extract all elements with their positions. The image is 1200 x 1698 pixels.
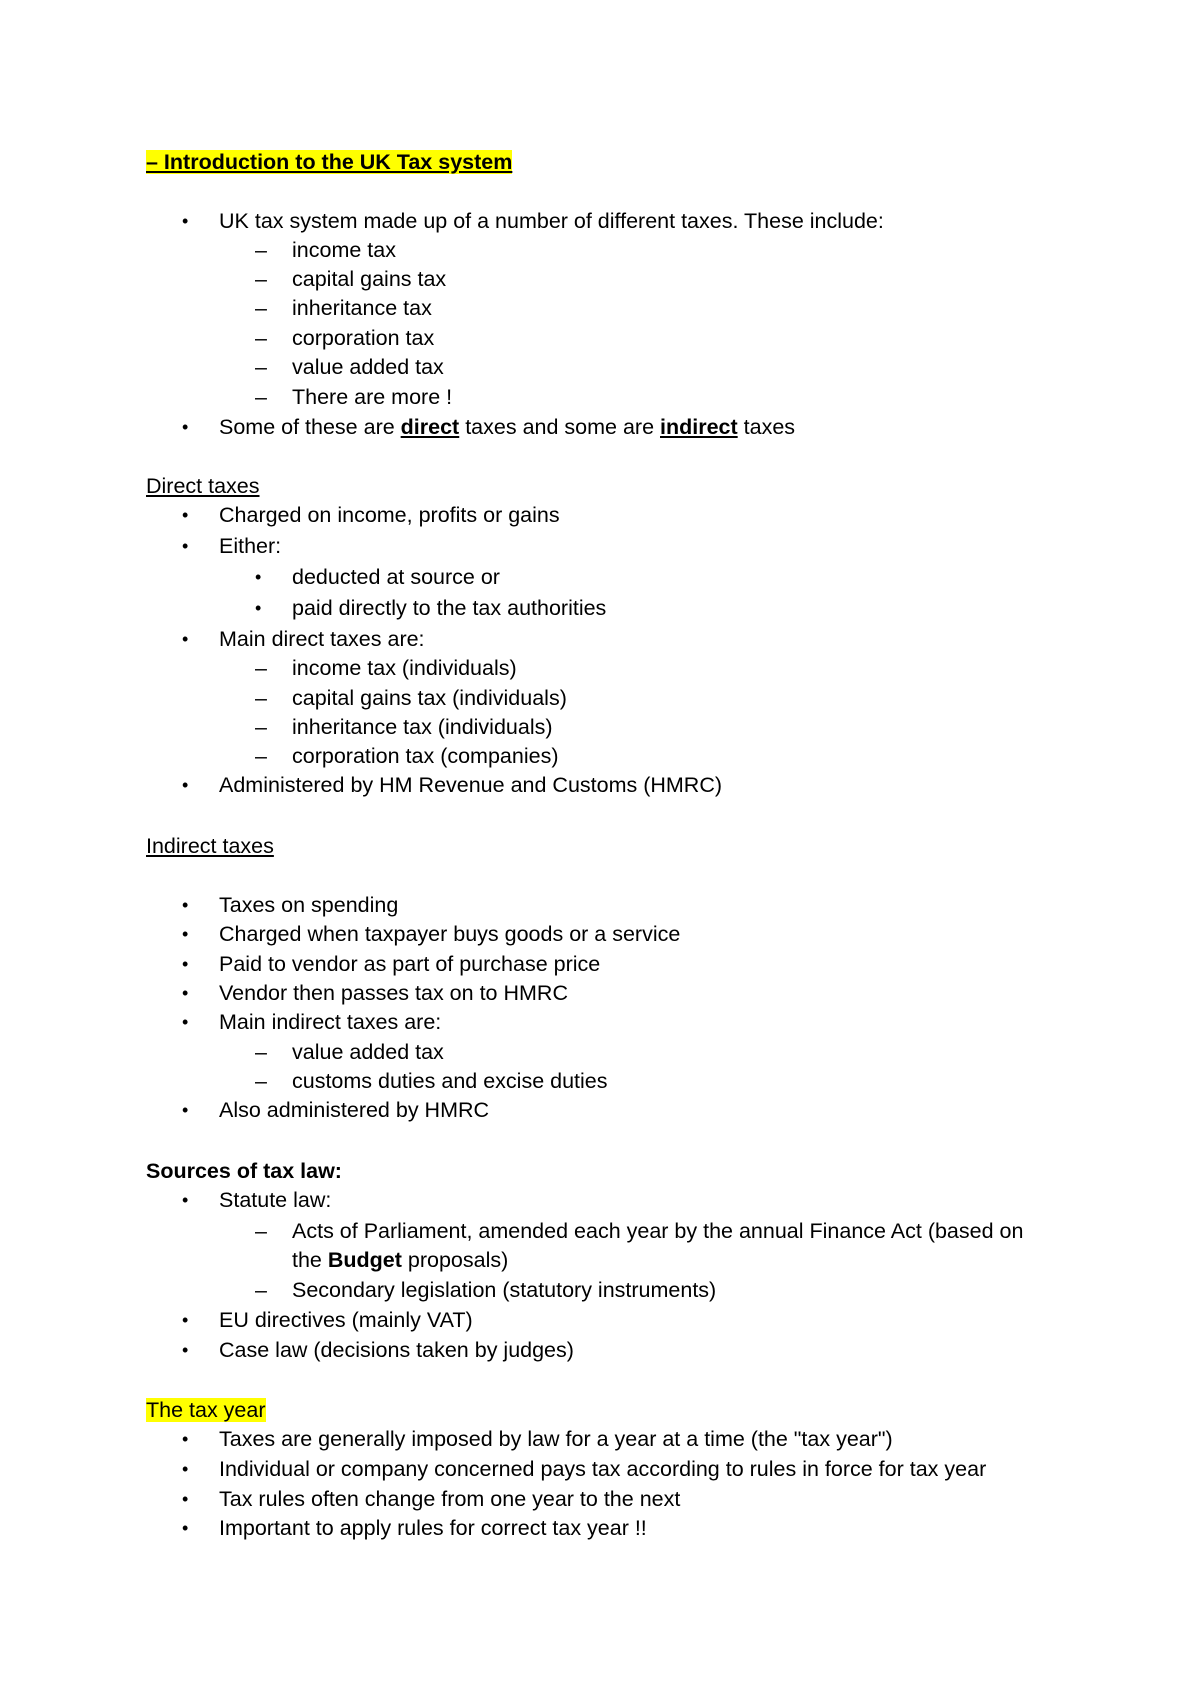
bullet-icon: • <box>182 1340 189 1360</box>
dash-icon: – <box>255 744 267 768</box>
list-item-text: Taxes are generally imposed by law for a year at a time (the "tax year") <box>219 1427 893 1451</box>
bullet-icon: • <box>182 1012 189 1032</box>
list-item-text: Charged when taxpayer buys goods or a service <box>219 922 681 946</box>
sub-list-item-text: corporation tax <box>292 326 435 350</box>
sub-list-item-text: value added tax <box>292 1040 444 1064</box>
sub-list-item-text <box>292 1246 508 1274</box>
bullet-icon: • <box>182 536 189 556</box>
dash-icon: – <box>255 238 267 262</box>
dash-icon: – <box>255 656 267 680</box>
list-item-text: UK tax system made up of a number of different taxes. These include: <box>219 209 884 233</box>
dash-icon: – <box>255 1040 267 1064</box>
bullet-icon: • <box>182 1489 189 1509</box>
sub-list-item-text: customs duties and excise duties <box>292 1069 608 1093</box>
list-item-text: Main direct taxes are: <box>219 627 425 651</box>
document-title <box>146 148 512 176</box>
bullet-icon: • <box>182 1429 189 1449</box>
list-item-text: Taxes on spending <box>219 893 399 917</box>
list-item-text: Administered by HM Revenue and Customs (HMRC) <box>219 773 723 797</box>
bullet-icon: • <box>182 629 189 649</box>
list-item-text: Tax rules often change from one year to the next <box>219 1487 681 1511</box>
bullet-icon: • <box>182 924 189 944</box>
list-item-text: Important to apply rules for correct tax year !! <box>219 1516 647 1540</box>
dash-icon: – <box>255 1278 267 1302</box>
text-part: proposals) <box>401 1248 509 1272</box>
list-item-text <box>219 413 795 441</box>
dash-icon: – <box>255 326 267 350</box>
list-item-text: Statute law: <box>219 1188 332 1212</box>
dash-icon: – <box>255 385 267 409</box>
section-heading-indirect: Indirect taxes <box>146 834 274 858</box>
sub-list-item-text: Secondary legislation (statutory instruments) <box>292 1278 717 1302</box>
text-part: taxes <box>737 415 796 439</box>
bullet-icon: • <box>182 1310 189 1330</box>
sub-list-item-text: Acts of Parliament, amended each year by the annual Finance Act (based on <box>292 1219 1024 1243</box>
bullet-icon: • <box>182 775 189 795</box>
bullet-icon: • <box>182 1459 189 1479</box>
sub-list-item-text: deducted at source or <box>292 565 500 589</box>
heading-text: The tax year <box>146 1398 266 1422</box>
list-item-text: Case law (decisions taken by judges) <box>219 1338 574 1362</box>
dash-icon: – <box>255 296 267 320</box>
section-heading-direct: Direct taxes <box>146 474 260 498</box>
bullet-icon: • <box>182 895 189 915</box>
dash-icon: – <box>255 267 267 291</box>
sub-list-item-text: income tax (individuals) <box>292 656 517 680</box>
list-item-text: Also administered by HMRC <box>219 1098 490 1122</box>
bullet-icon: • <box>255 598 262 618</box>
indirect-emphasis: indirect <box>660 415 738 439</box>
sub-list-item-text: capital gains tax <box>292 267 447 291</box>
budget-emphasis: Budget <box>327 1248 402 1272</box>
list-item-text: Main indirect taxes are: <box>219 1010 442 1034</box>
section-heading-taxyear <box>146 1396 266 1424</box>
dash-icon: – <box>255 1069 267 1093</box>
text-part: taxes and some are <box>459 415 661 439</box>
list-item-text: Charged on income, profits or gains <box>219 503 560 527</box>
bullet-icon: • <box>182 417 189 437</box>
sub-list-item-text: inheritance tax (individuals) <box>292 715 553 739</box>
sub-list-item-text: income tax <box>292 238 396 262</box>
list-item-text: Individual or company concerned pays tax according to rules in force for tax year <box>219 1457 987 1481</box>
direct-emphasis: direct <box>400 415 460 439</box>
sub-list-item-text: There are more ! <box>292 385 453 409</box>
bullet-icon: • <box>182 505 189 525</box>
dash-icon: – <box>255 355 267 379</box>
sub-list-item-text: corporation tax (companies) <box>292 744 559 768</box>
bullet-icon: • <box>182 1518 189 1538</box>
bullet-icon: • <box>255 567 262 587</box>
sub-list-item-text: inheritance tax <box>292 296 432 320</box>
bullet-icon: • <box>182 983 189 1003</box>
dash-icon: – <box>255 686 267 710</box>
bullet-icon: • <box>182 1190 189 1210</box>
bullet-icon: • <box>182 954 189 974</box>
list-item-text: EU directives (mainly VAT) <box>219 1308 473 1332</box>
title-text: – Introduction to the UK Tax system <box>146 150 513 174</box>
sub-list-item-text: paid directly to the tax authorities <box>292 596 607 620</box>
text-part: the <box>292 1248 328 1272</box>
text-part: Some of these are <box>219 415 401 439</box>
list-item-text: Either: <box>219 534 282 558</box>
sub-list-item-text: capital gains tax (individuals) <box>292 686 567 710</box>
section-heading-sources: Sources of tax law: <box>146 1159 342 1183</box>
bullet-icon: • <box>182 211 189 231</box>
list-item-text: Vendor then passes tax on to HMRC <box>219 981 568 1005</box>
dash-icon: – <box>255 715 267 739</box>
bullet-icon: • <box>182 1100 189 1120</box>
sub-list-item-text: value added tax <box>292 355 444 379</box>
list-item-text: Paid to vendor as part of purchase price <box>219 952 601 976</box>
dash-icon: – <box>255 1219 267 1243</box>
